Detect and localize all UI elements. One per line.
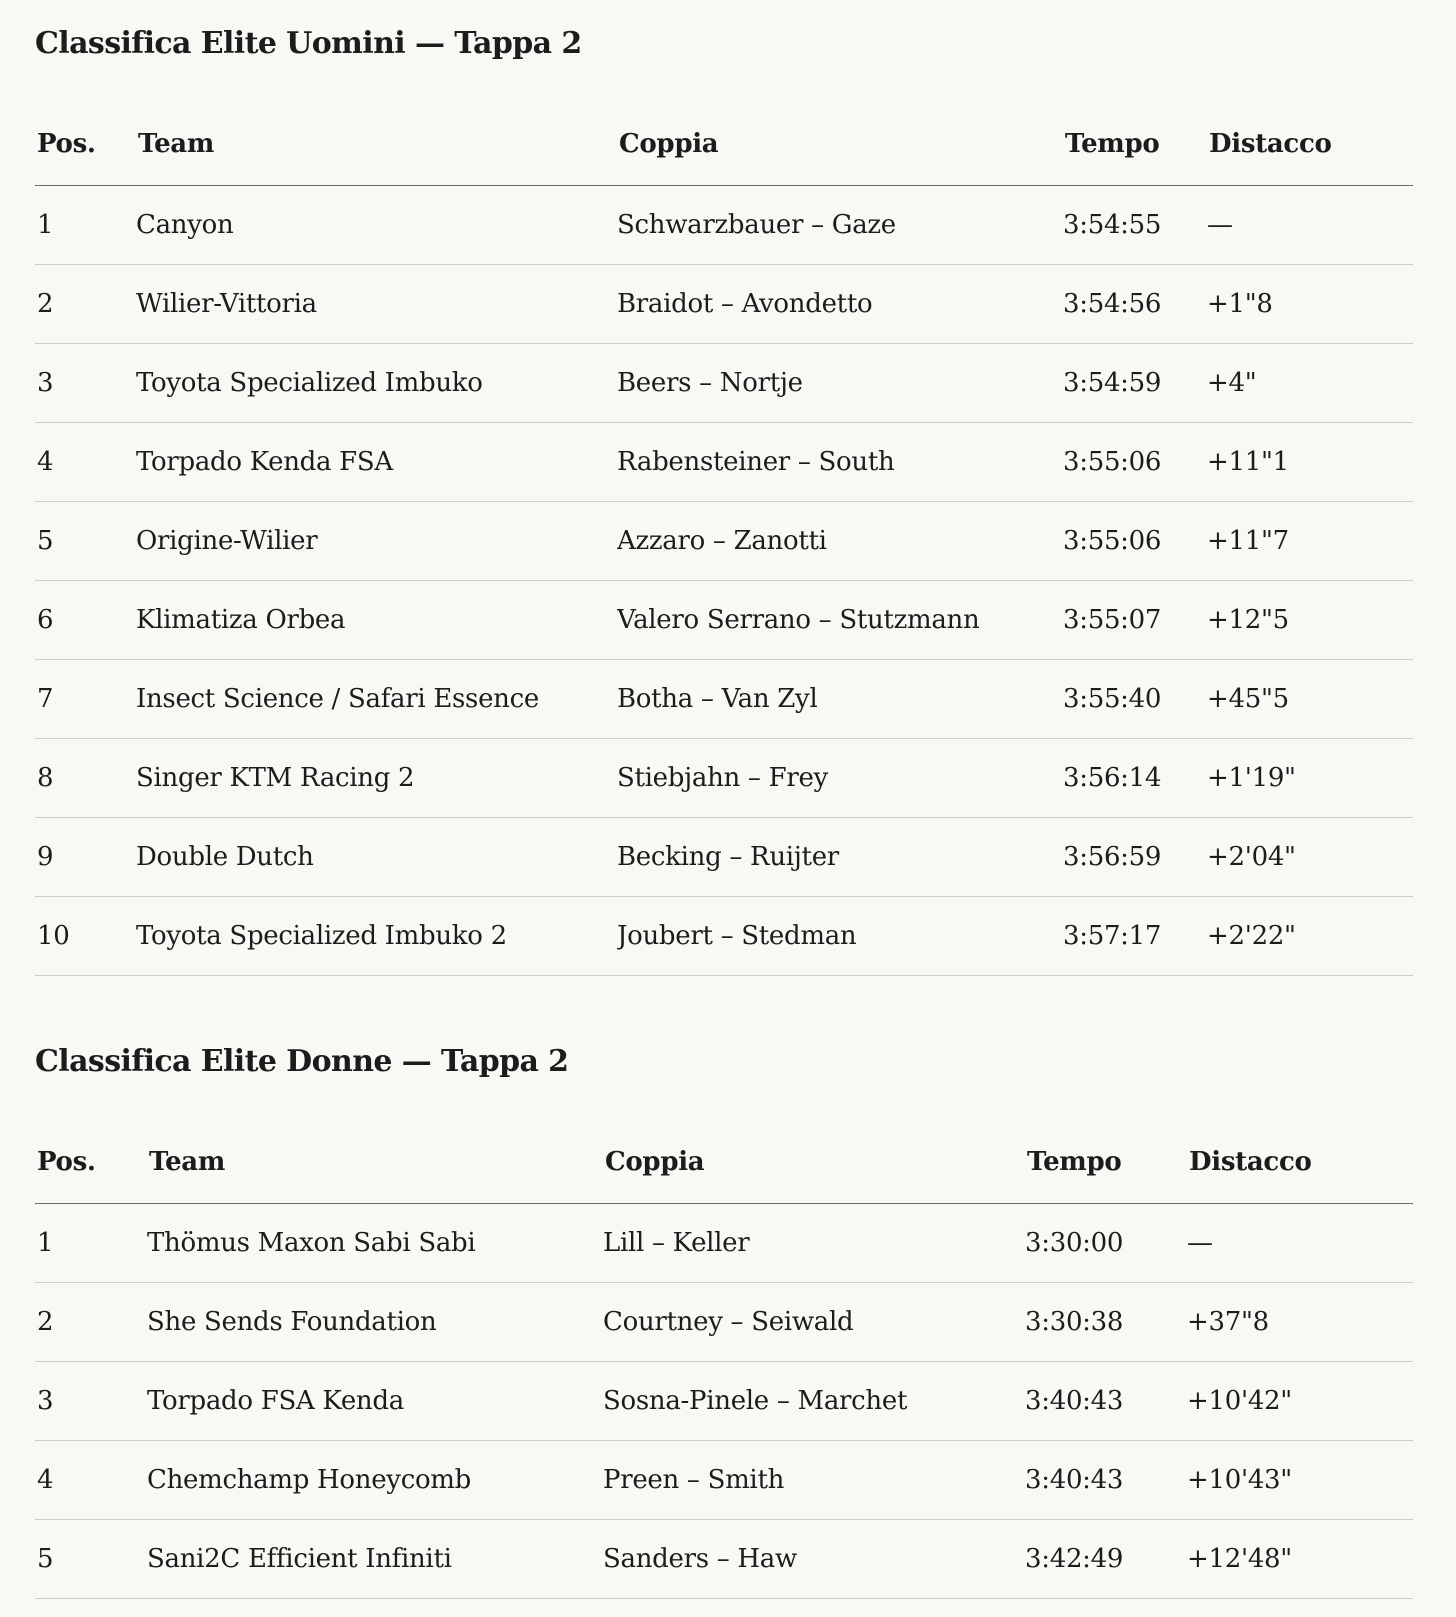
cell-team: Torpado FSA Kenda bbox=[147, 1362, 603, 1441]
cell-team: Klimatiza Orbea bbox=[136, 581, 617, 660]
cell-pair: Valero Serrano – Stutzmann bbox=[617, 581, 1063, 660]
table-row bbox=[35, 1204, 1413, 1283]
cell-pair: Sosna-Pinele – Marchet bbox=[603, 1362, 1025, 1441]
men-header-row bbox=[35, 103, 1413, 186]
table-row bbox=[35, 265, 1413, 344]
cell-pos: 5 bbox=[35, 1520, 147, 1599]
women-header-row bbox=[35, 1121, 1413, 1204]
cell-time: 3:56:59 bbox=[1063, 818, 1207, 897]
cell-pair: Joubert – Stedman bbox=[617, 897, 1063, 976]
table-row bbox=[35, 1441, 1413, 1520]
table-row bbox=[35, 186, 1413, 265]
cell-team: Insect Science / Safari Essence bbox=[136, 660, 617, 739]
cell-pair: Azzaro – Zanotti bbox=[617, 502, 1063, 581]
cell-pos: 3 bbox=[35, 344, 136, 423]
table-row bbox=[35, 1283, 1413, 1362]
header-pair: Coppia bbox=[603, 1121, 1025, 1204]
cell-time: 3:57:17 bbox=[1063, 897, 1207, 976]
cell-time: 3:40:43 bbox=[1025, 1441, 1187, 1520]
cell-time: 3:55:06 bbox=[1063, 423, 1207, 502]
women-standings-title: Classifica Elite Donne — Tappa 2 bbox=[35, 1044, 569, 1079]
cell-team: Canyon bbox=[136, 186, 617, 265]
men-standings-table bbox=[35, 103, 1413, 976]
cell-team: Thömus Maxon Sabi Sabi bbox=[147, 1204, 603, 1283]
table-row bbox=[35, 739, 1413, 818]
cell-gap: +11"1 bbox=[1207, 423, 1413, 502]
cell-team: Origine-Wilier bbox=[136, 502, 617, 581]
men-standings-body bbox=[35, 186, 1413, 976]
cell-team: Torpado Kenda FSA bbox=[136, 423, 617, 502]
cell-pos: 4 bbox=[35, 423, 136, 502]
cell-time: 3:54:56 bbox=[1063, 265, 1207, 344]
women-standings-body bbox=[35, 1204, 1413, 1599]
cell-time: 3:30:38 bbox=[1025, 1283, 1187, 1362]
men-standings-title: Classifica Elite Uomini — Tappa 2 bbox=[35, 26, 582, 61]
cell-gap: +45"5 bbox=[1207, 660, 1413, 739]
header-gap: Distacco bbox=[1207, 103, 1413, 186]
cell-pair: Botha – Van Zyl bbox=[617, 660, 1063, 739]
cell-pair: Beers – Nortje bbox=[617, 344, 1063, 423]
table-row bbox=[35, 818, 1413, 897]
header-team: Team bbox=[136, 103, 617, 186]
cell-gap: — bbox=[1207, 186, 1413, 265]
cell-pos: 5 bbox=[35, 502, 136, 581]
cell-team: Singer KTM Racing 2 bbox=[136, 739, 617, 818]
cell-pos: 4 bbox=[35, 1441, 147, 1520]
header-pos: Pos. bbox=[35, 103, 136, 186]
cell-time: 3:55:07 bbox=[1063, 581, 1207, 660]
cell-time: 3:30:00 bbox=[1025, 1204, 1187, 1283]
cell-pos: 1 bbox=[35, 1204, 147, 1283]
cell-pair: Rabensteiner – South bbox=[617, 423, 1063, 502]
header-gap: Distacco bbox=[1187, 1121, 1413, 1204]
cell-pos: 6 bbox=[35, 581, 136, 660]
cell-gap: +1'19" bbox=[1207, 739, 1413, 818]
cell-pair: Becking – Ruijter bbox=[617, 818, 1063, 897]
cell-pos: 3 bbox=[35, 1362, 147, 1441]
table-row bbox=[35, 897, 1413, 976]
cell-gap: +2'22" bbox=[1207, 897, 1413, 976]
cell-team: Wilier-Vittoria bbox=[136, 265, 617, 344]
cell-gap: +4" bbox=[1207, 344, 1413, 423]
table-row bbox=[35, 660, 1413, 739]
cell-team: Chemchamp Honeycomb bbox=[147, 1441, 603, 1520]
cell-pair: Courtney – Seiwald bbox=[603, 1283, 1025, 1362]
cell-pos: 10 bbox=[35, 897, 136, 976]
cell-time: 3:42:49 bbox=[1025, 1520, 1187, 1599]
table-row bbox=[35, 502, 1413, 581]
cell-gap: +10'42" bbox=[1187, 1362, 1413, 1441]
cell-pair: Sanders – Haw bbox=[603, 1520, 1025, 1599]
cell-gap: — bbox=[1187, 1204, 1413, 1283]
cell-team: She Sends Foundation bbox=[147, 1283, 603, 1362]
cell-pair: Lill – Keller bbox=[603, 1204, 1025, 1283]
cell-time: 3:55:06 bbox=[1063, 502, 1207, 581]
cell-team: Toyota Specialized Imbuko bbox=[136, 344, 617, 423]
cell-team: Toyota Specialized Imbuko 2 bbox=[136, 897, 617, 976]
cell-pos: 9 bbox=[35, 818, 136, 897]
header-time: Tempo bbox=[1025, 1121, 1187, 1204]
cell-pair: Braidot – Avondetto bbox=[617, 265, 1063, 344]
cell-pair: Schwarzbauer – Gaze bbox=[617, 186, 1063, 265]
header-pos: Pos. bbox=[35, 1121, 147, 1204]
cell-gap: +10'43" bbox=[1187, 1441, 1413, 1520]
table-row bbox=[35, 1520, 1413, 1599]
cell-team: Sani2C Efficient Infiniti bbox=[147, 1520, 603, 1599]
header-team: Team bbox=[147, 1121, 603, 1204]
cell-gap: +1"8 bbox=[1207, 265, 1413, 344]
table-row bbox=[35, 423, 1413, 502]
cell-gap: +37"8 bbox=[1187, 1283, 1413, 1362]
cell-pair: Stiebjahn – Frey bbox=[617, 739, 1063, 818]
cell-gap: +11"7 bbox=[1207, 502, 1413, 581]
cell-time: 3:56:14 bbox=[1063, 739, 1207, 818]
cell-gap: +12"5 bbox=[1207, 581, 1413, 660]
header-pair: Coppia bbox=[617, 103, 1063, 186]
cell-team: Double Dutch bbox=[136, 818, 617, 897]
header-time: Tempo bbox=[1063, 103, 1207, 186]
cell-time: 3:54:55 bbox=[1063, 186, 1207, 265]
cell-time: 3:55:40 bbox=[1063, 660, 1207, 739]
cell-time: 3:40:43 bbox=[1025, 1362, 1187, 1441]
cell-pos: 2 bbox=[35, 1283, 147, 1362]
cell-gap: +12'48" bbox=[1187, 1520, 1413, 1599]
table-row bbox=[35, 581, 1413, 660]
cell-pos: 1 bbox=[35, 186, 136, 265]
table-row bbox=[35, 344, 1413, 423]
cell-pos: 7 bbox=[35, 660, 136, 739]
cell-pos: 8 bbox=[35, 739, 136, 818]
cell-pair: Preen – Smith bbox=[603, 1441, 1025, 1520]
table-row bbox=[35, 1362, 1413, 1441]
cell-pos: 2 bbox=[35, 265, 136, 344]
cell-time: 3:54:59 bbox=[1063, 344, 1207, 423]
women-standings-table bbox=[35, 1121, 1413, 1599]
cell-gap: +2'04" bbox=[1207, 818, 1413, 897]
